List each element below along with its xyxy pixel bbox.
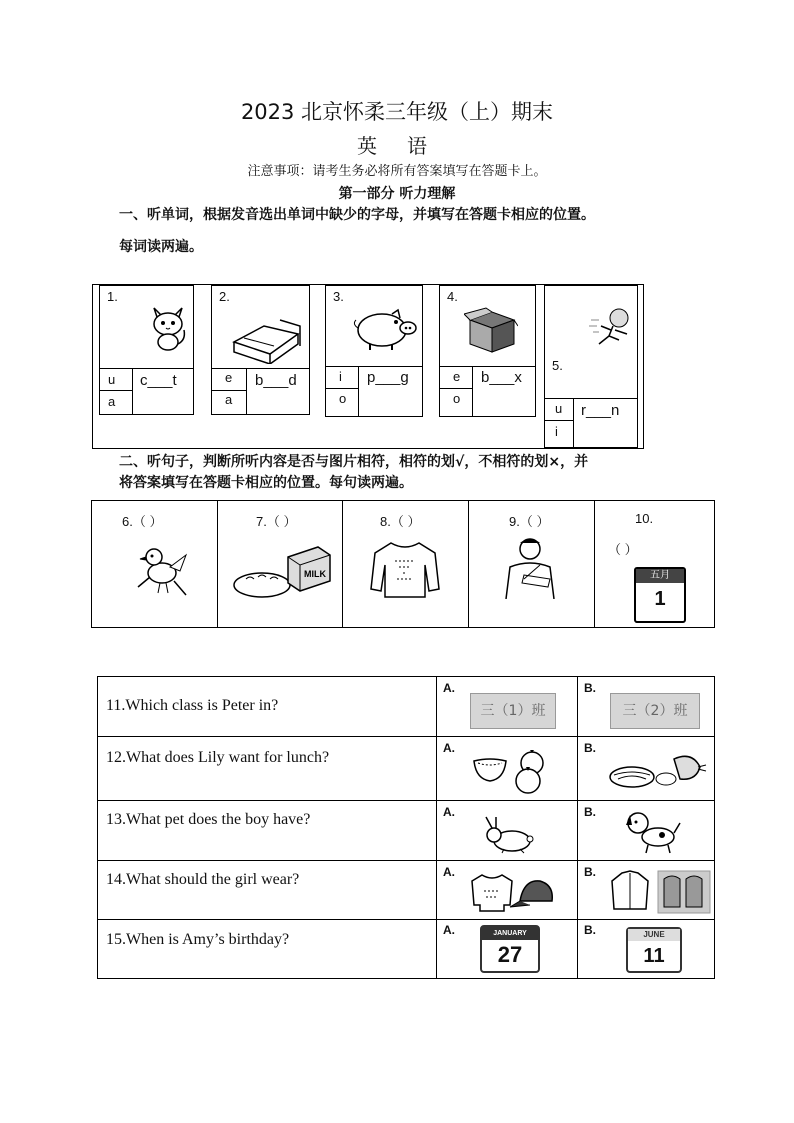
- option-a-label: A.: [443, 681, 455, 695]
- item-number: 1.: [107, 289, 118, 304]
- box-icon: [464, 306, 518, 354]
- section1-instruction: 一、听单词，根据发音选出单词中缺少的字母，并填写在答题卡相应的位置。: [119, 207, 595, 223]
- section2-instruction-2: 将答案填写在答题卡相应的位置。每句读两遍。: [119, 475, 413, 491]
- question-15: 15.When is Amy’s birthday?: [106, 931, 290, 948]
- item-number: 9.（ ）: [509, 514, 550, 529]
- question-11: 11.Which class is Peter in?: [106, 697, 279, 714]
- notice-text: 注意事项：请考生务必将所有答案填写在答题卡上。: [247, 164, 547, 179]
- sweater-icon: [369, 539, 441, 599]
- calendar-month: JUNE: [628, 929, 680, 941]
- item-number: 2.: [219, 289, 230, 304]
- bird-icon: [130, 541, 190, 601]
- rice-tomato-icon: [470, 749, 556, 795]
- option-b-label: B.: [584, 805, 596, 819]
- word-blank: p___g: [367, 369, 409, 386]
- coat-mittens-icon: [608, 869, 712, 915]
- part-heading: 第一部分 听力理解: [338, 186, 456, 202]
- option-a-label: A.: [443, 923, 455, 937]
- option-b: i: [555, 424, 558, 439]
- item-number: 6.（ ）: [122, 514, 163, 529]
- option-b-label: B.: [584, 741, 596, 755]
- word-item-5: [544, 285, 638, 448]
- word-blank: b___x: [481, 369, 522, 386]
- option-b-label: B.: [584, 681, 596, 695]
- word-item-1: [99, 285, 194, 415]
- injured-man-icon: [490, 535, 570, 599]
- option-b: a: [108, 394, 116, 409]
- class-sign-b: 三（2）班: [610, 693, 700, 729]
- option-a-label: A.: [443, 805, 455, 819]
- section2-instruction: 二、听句子，判断所听内容是否与图片相符，相符的划√，不相符的划×，并: [119, 454, 589, 470]
- option-a: e: [453, 369, 461, 384]
- subject-title: 英语: [357, 134, 457, 158]
- bread-milk-icon: [232, 543, 332, 599]
- word-blank: c___t: [140, 372, 177, 389]
- option-a-label: A.: [443, 741, 455, 755]
- calendar-day: 27: [497, 942, 523, 967]
- calendar-day: 1: [654, 588, 666, 610]
- item-number: 10.: [635, 511, 654, 526]
- question-13: 13.What pet does the boy have?: [106, 811, 311, 828]
- option-b: o: [339, 391, 347, 406]
- page-title: 2023 北京怀柔三年级（上）期末: [240, 100, 554, 124]
- word-blank: r___n: [581, 402, 620, 419]
- rabbit-icon: [482, 815, 540, 855]
- option-a: e: [225, 370, 233, 385]
- calendar-month: 五月: [636, 569, 684, 583]
- calendar-month: JANUARY: [482, 927, 538, 940]
- question-12: 12.What does Lily want for lunch?: [106, 749, 330, 766]
- section2-table: [91, 500, 715, 628]
- class-sign-a: 三（1）班: [470, 693, 556, 729]
- option-b: a: [225, 392, 233, 407]
- sweater-cap-icon: [470, 871, 556, 913]
- option-b-label: B.: [584, 865, 596, 879]
- item-number: 8.（ ）: [380, 514, 421, 529]
- word-item-2: [211, 285, 310, 415]
- option-b-label: B.: [584, 923, 596, 937]
- word-blank: b___d: [255, 372, 297, 389]
- run-icon: [589, 306, 635, 350]
- noodles-meat-icon: [608, 749, 708, 795]
- cat-icon: [144, 300, 192, 352]
- option-b: o: [453, 391, 461, 406]
- question-14: 14.What should the girl wear?: [106, 871, 300, 888]
- section1-instruction-2: 每词读两遍。: [119, 239, 203, 255]
- calendar-day: 11: [643, 945, 665, 967]
- item-number: 4.: [447, 289, 458, 304]
- calendar-icon-b: [626, 927, 682, 973]
- section3-table: [97, 676, 715, 979]
- item-number: 5.: [552, 358, 563, 373]
- milk-label: MILK: [304, 569, 326, 579]
- option-a: u: [555, 401, 563, 416]
- item-paren: （ ）: [608, 542, 638, 557]
- item-number: 7.（ ）: [256, 514, 297, 529]
- word-item-3: [325, 285, 423, 417]
- word-item-4: [439, 285, 536, 417]
- option-a-label: A.: [443, 865, 455, 879]
- dog-icon: [624, 809, 684, 855]
- calendar-icon: [634, 567, 686, 623]
- bed-icon: [230, 316, 302, 364]
- calendar-icon-a: [480, 925, 540, 973]
- option-a: u: [108, 372, 116, 387]
- pig-icon: [352, 308, 418, 352]
- item-number: 3.: [333, 289, 344, 304]
- option-a: i: [339, 369, 342, 384]
